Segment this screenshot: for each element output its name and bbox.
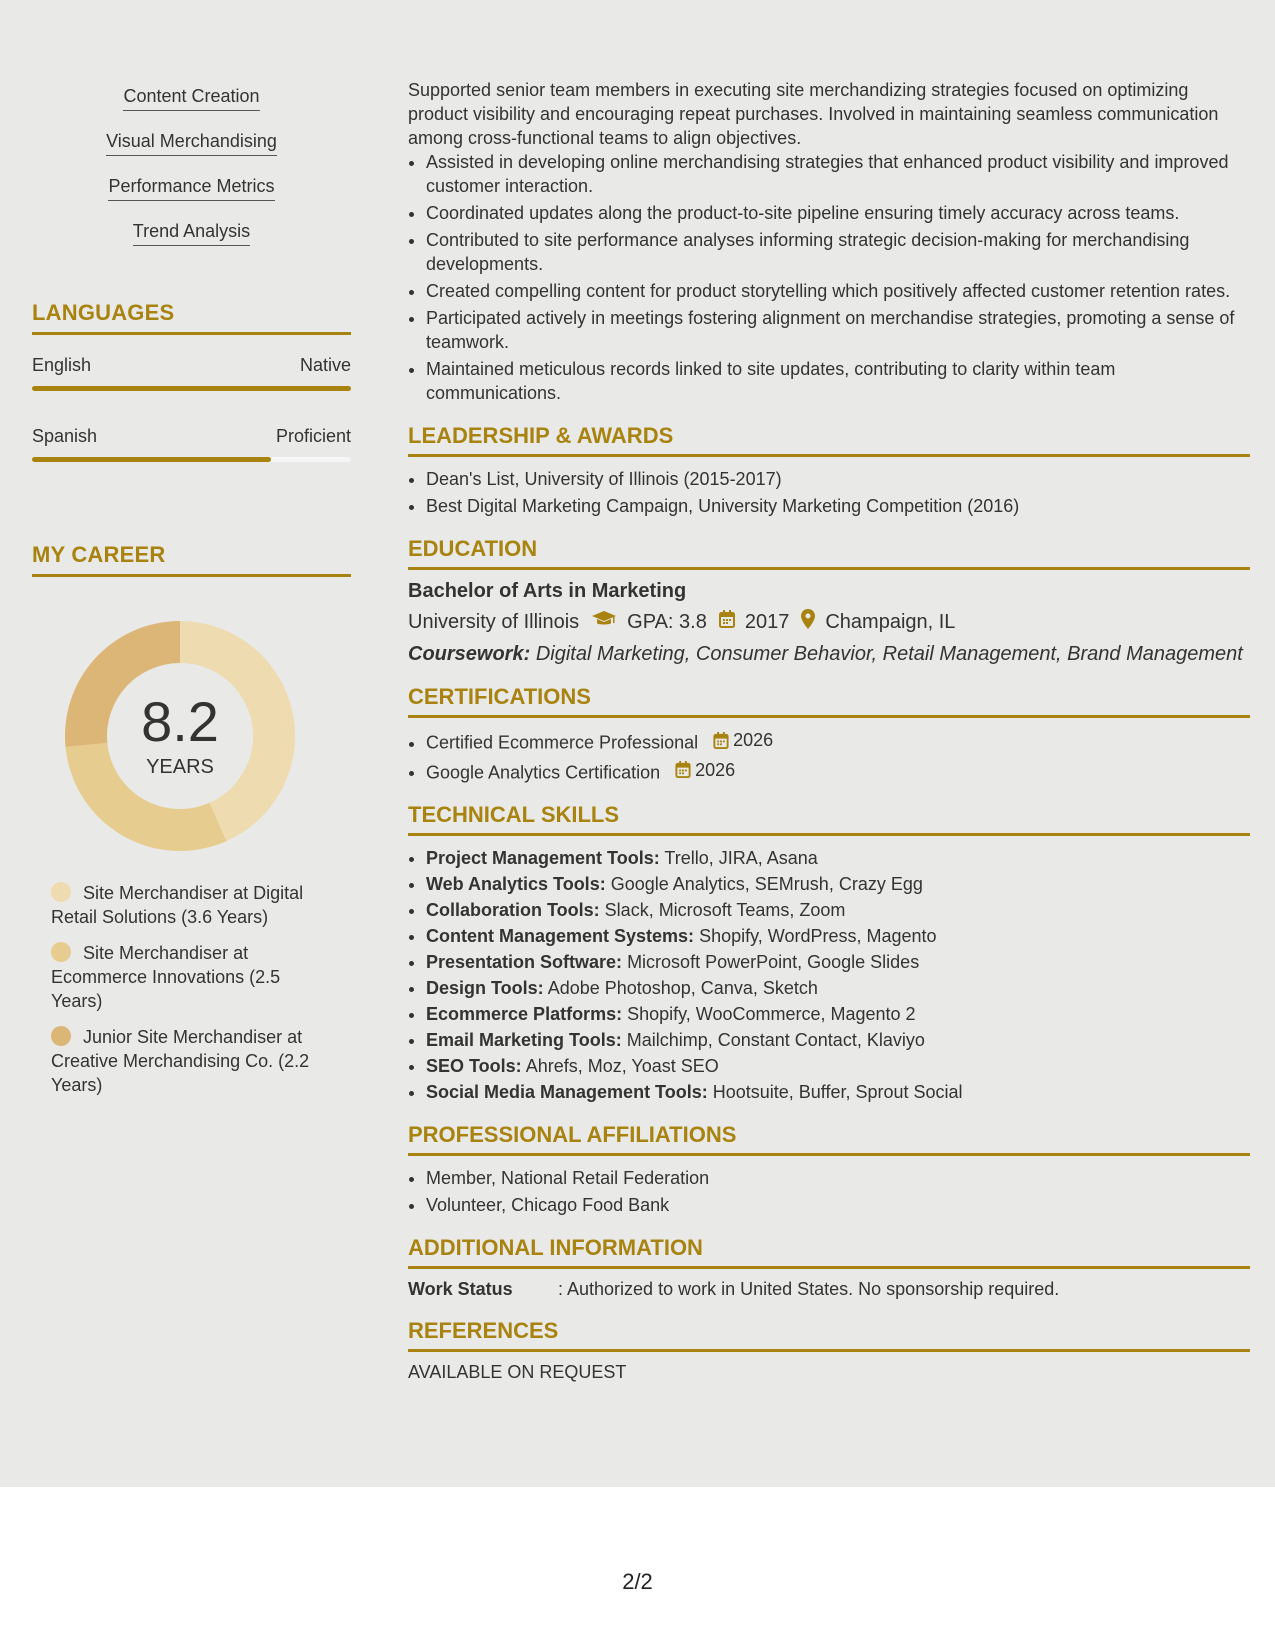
legend-item: [51, 881, 331, 929]
technical-skill-item: • Web Analytics Tools: Google Analytics, SEMrush, Crazy Egg: [426, 872, 1250, 896]
affiliation-item: • Volunteer, Chicago Food Bank: [426, 1193, 1250, 1217]
affiliations-title: PROFESSIONAL AFFILIATIONS: [408, 1122, 1250, 1156]
language-bar-fill: [32, 457, 271, 462]
experience-bullet: • Created compelling content for product storytelling which positively affected customer retention rates.: [426, 279, 1250, 303]
experience-intro: Supported senior team members in executing site merchandizing strategies focused on optimizing product visibility and encouraging repeat purchases. Involved in maintaining seamless communication among cross-functional teams to align objectives.: [408, 80, 1219, 148]
technical-skill-item: • Social Media Management Tools: Hootsuite, Buffer, Sprout Social: [426, 1080, 1250, 1104]
certification-name: Google Analytics Certification: [426, 762, 661, 782]
career-total: 8.2: [141, 689, 219, 753]
technical-skill-item: • Email Marketing Tools: Mailchimp, Constant Contact, Klaviyo: [426, 1028, 1250, 1052]
language-bar: [32, 457, 351, 462]
location-pin-icon: [801, 609, 815, 635]
technical-skill-item: • Collaboration Tools: Slack, Microsoft Teams, Zoom: [426, 898, 1250, 922]
leadership-item: • Best Digital Marketing Campaign, University Marketing Competition (2016): [426, 494, 1250, 518]
skill-item: Visual Merchandising: [106, 131, 277, 156]
affiliations-list: [408, 1166, 1250, 1217]
legend-label: Site Merchandiser at Digital Retail Solutions (3.6 Years): [51, 883, 304, 927]
education-title: EDUCATION: [408, 536, 1250, 570]
language-level: Native: [299, 355, 351, 375]
language-row: [32, 426, 351, 447]
leadership-title: LEADERSHIP & AWARDS: [408, 423, 1250, 457]
right-column: [408, 78, 1250, 1383]
certification-item: [426, 728, 1250, 755]
career-unit: YEARS: [146, 755, 214, 778]
certification-name: Certified Ecommerce Professional: [426, 732, 699, 753]
leadership-item: • Dean's List, University of Illinois (2015-2017): [426, 467, 1250, 491]
legend-item: [51, 941, 331, 1013]
language-name: English: [32, 355, 92, 375]
legend-dot-icon: [51, 882, 71, 902]
affiliation-item: • Member, National Retail Federation: [426, 1166, 1250, 1190]
language-level: Proficient: [275, 426, 351, 446]
calendar-icon: [719, 610, 735, 634]
technical-skill-item: • Design Tools: Adobe Photoshop, Canva, Sketch: [426, 976, 1250, 1000]
experience-bullets: [408, 150, 1250, 405]
education-coursework: [408, 643, 1250, 666]
experience-bullet: • Maintained meticulous records linked to site updates, contributing to clarity within team communications.: [426, 357, 1250, 405]
calendar-icon: [713, 732, 729, 749]
leadership-list: [408, 467, 1250, 518]
technical-skills-title: TECHNICAL SKILLS: [408, 802, 1250, 836]
experience-bullet: • Coordinated updates along the product-to-site pipeline ensuring timely accuracy across teams.: [426, 201, 1250, 225]
work-status-label: Work Status: [408, 1279, 513, 1299]
experience-bullet: • Assisted in developing online merchandising strategies that enhanced product visibility and improved customer interaction.: [426, 150, 1250, 198]
career-donut: [65, 621, 295, 851]
skill-item: Performance Metrics: [108, 176, 274, 201]
references-title: REFERENCES: [408, 1318, 1250, 1352]
legend-dot-icon: [51, 1026, 71, 1046]
language-row: [32, 355, 351, 376]
legend-item: [51, 1025, 331, 1097]
page-number: 2/2: [622, 1569, 653, 1594]
career-title: MY CAREER: [32, 542, 351, 577]
language-bar-fill: [32, 386, 351, 391]
certification-year: 2026: [733, 730, 774, 750]
technical-skill-item: • Ecommerce Platforms: Shopify, WooCommerce, Magento 2: [426, 1002, 1250, 1026]
technical-skill-item: • Content Management Systems: Shopify, WordPress, Magento: [426, 924, 1250, 948]
references-value: AVAILABLE ON REQUEST: [408, 1362, 627, 1382]
technical-skill-item: • SEO Tools: Ahrefs, Moz, Yoast SEO: [426, 1054, 1250, 1078]
certification-year: 2026: [695, 759, 736, 780]
technical-skill-item: • Presentation Software: Microsoft PowerPoint, Google Slides: [426, 950, 1250, 974]
certification-item: [426, 758, 1250, 785]
certifications-list: [408, 728, 1250, 784]
calendar-icon: [675, 761, 691, 778]
education-degree: Bachelor of Arts in Marketing: [408, 580, 687, 602]
skill-item: Trend Analysis: [133, 221, 250, 246]
certifications-title: CERTIFICATIONS: [408, 684, 1250, 718]
career-legend: [32, 881, 331, 1097]
education-gpa: GPA: 3.8: [627, 610, 707, 633]
language-name: Spanish: [32, 426, 98, 446]
experience-bullet: • Contributed to site performance analyses informing strategic decision-making for merchandising developments.: [426, 228, 1250, 276]
legend-label: Site Merchandiser at Ecommerce Innovations (2.5 Years): [51, 943, 281, 1011]
languages-title: LANGUAGES: [32, 300, 351, 335]
education-location: Champaign, IL: [825, 610, 956, 633]
skills-list: [32, 86, 351, 266]
education-year: 2017: [744, 610, 790, 633]
education-details: [408, 609, 1250, 635]
coursework-value: Digital Marketing, Consumer Behavior, Retail Management, Brand Management: [535, 643, 1243, 665]
legend-label: Junior Site Merchandiser at Creative Merchandising Co. (2.2 Years): [51, 1027, 310, 1095]
career-section: [32, 542, 351, 1109]
education-school: University of Illinois: [408, 610, 580, 633]
experience-bullet: • Participated actively in meetings fostering alignment on merchandise strategies, promoting a sense of teamwork.: [426, 306, 1250, 354]
language-bar: [32, 386, 351, 391]
coursework-label: Coursework:: [408, 643, 531, 665]
additional-info-title: ADDITIONAL INFORMATION: [408, 1235, 1250, 1269]
skill-item: Content Creation: [123, 86, 259, 111]
work-status-value: : Authorized to work in United States. No sponsorship required.: [558, 1279, 1060, 1299]
graduation-cap-icon: [591, 610, 617, 634]
technical-skills-list: [408, 846, 1250, 1104]
legend-dot-icon: [51, 942, 71, 962]
work-status-row: [408, 1279, 1250, 1300]
languages-section: [32, 300, 351, 462]
technical-skill-item: • Project Management Tools: Trello, JIRA, Asana: [426, 846, 1250, 870]
